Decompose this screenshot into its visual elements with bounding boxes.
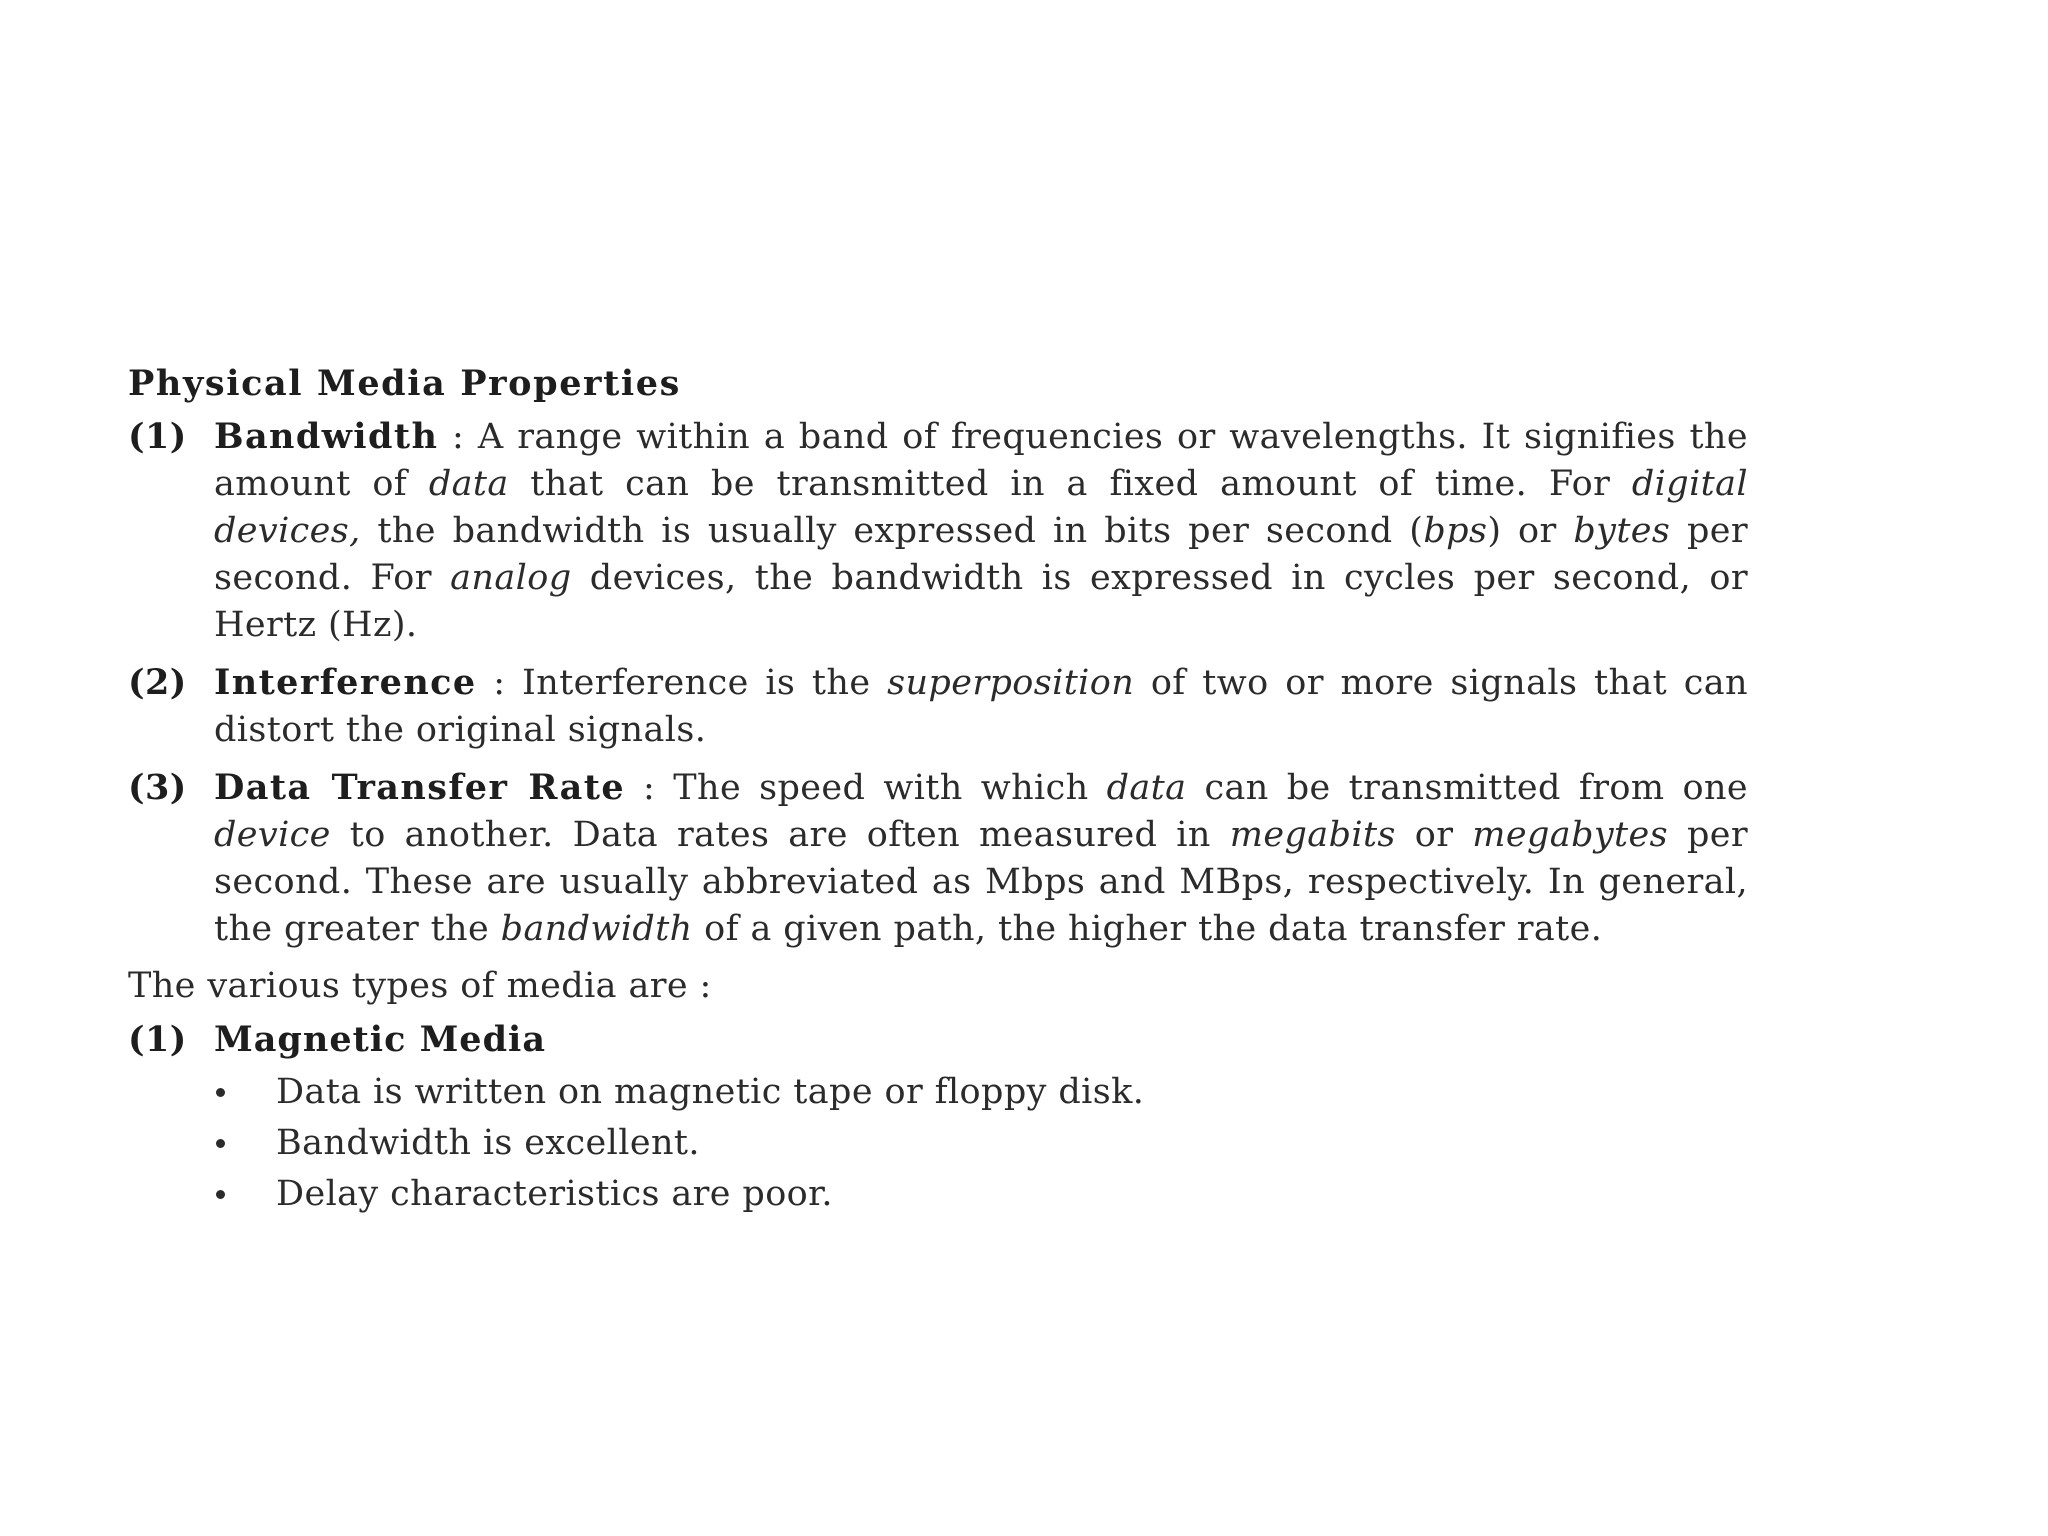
italic-text: analog — [450, 558, 572, 598]
body-text: to another. Data rates are often measured in — [330, 815, 1230, 855]
property-term: Interference — [214, 662, 477, 703]
media-title: Magnetic Media — [214, 1019, 547, 1060]
bullet-item — [214, 1119, 1748, 1167]
item-number: (3) — [128, 767, 187, 808]
property-term: Bandwidth — [214, 416, 439, 457]
body-text: of two or more signals that can distort the original signals. — [214, 663, 1748, 750]
item-number: (1) — [128, 1019, 187, 1060]
properties-list — [128, 413, 1748, 953]
italic-text: bandwidth — [500, 909, 693, 949]
body-text: can be transmitted from one — [1186, 768, 1748, 808]
italic-text: bytes — [1573, 511, 1671, 551]
property-item — [128, 413, 1748, 649]
media-item — [128, 1016, 1748, 1064]
term-separator: : — [625, 768, 674, 808]
italic-text: megabits — [1229, 815, 1396, 855]
italic-text: data — [428, 464, 509, 504]
body-text: Interference is the — [522, 663, 888, 703]
media-intro: The various types of media are : — [128, 966, 712, 1006]
property-item — [128, 659, 1748, 754]
bullet-text: Data is written on magnetic tape or floppy disk. — [276, 1072, 1145, 1112]
media-list — [128, 1016, 1748, 1218]
body-text: that can be transmitted in a fixed amount of time. For — [508, 464, 1632, 504]
item-body — [214, 768, 1748, 949]
term-separator: : — [438, 417, 478, 457]
italic-text: data — [1106, 768, 1187, 808]
italic-text: megabytes — [1472, 815, 1668, 855]
body-text: or — [1395, 815, 1473, 855]
bullet-icon — [216, 1088, 225, 1097]
bullet-icon — [216, 1190, 225, 1199]
body-text: per second. For — [214, 511, 1748, 598]
term-separator: : — [476, 663, 523, 703]
body-text: per second. These are usually abbreviated as Mbps and MBps, respectively. In general, the greater the — [214, 815, 1748, 949]
body-text: The speed with which — [673, 768, 1107, 808]
item-number: (1) — [128, 416, 187, 457]
item-body — [214, 417, 1748, 645]
property-item — [128, 764, 1748, 953]
section-heading: Physical Media Properties — [128, 363, 681, 404]
bullet-item — [214, 1068, 1748, 1116]
media-bullets — [128, 1068, 1748, 1218]
document-page — [128, 360, 1748, 1221]
italic-text: device — [214, 815, 331, 855]
italic-text: superposition — [887, 663, 1135, 703]
italic-text: digital devices, — [214, 464, 1748, 551]
body-text: ) or — [1487, 511, 1574, 551]
body-text: devices, the bandwidth is expressed in cycles per second, or Hertz (Hz). — [214, 558, 1748, 645]
item-body — [214, 663, 1748, 750]
italic-text: bps — [1423, 511, 1488, 551]
body-text: of a given path, the higher the data transfer rate. — [692, 909, 1603, 949]
bullet-text: Delay characteristics are poor. — [276, 1174, 833, 1214]
item-number: (2) — [128, 662, 187, 703]
property-term: Data Transfer Rate — [214, 767, 625, 808]
bullet-item — [214, 1170, 1748, 1218]
bullet-icon — [216, 1139, 225, 1148]
body-text: A range within a band of frequencies or wavelengths. It signifies the amount of — [214, 417, 1748, 504]
body-text: the bandwidth is usually expressed in bits per second ( — [360, 511, 1424, 551]
bullet-text: Bandwidth is excellent. — [276, 1123, 700, 1163]
